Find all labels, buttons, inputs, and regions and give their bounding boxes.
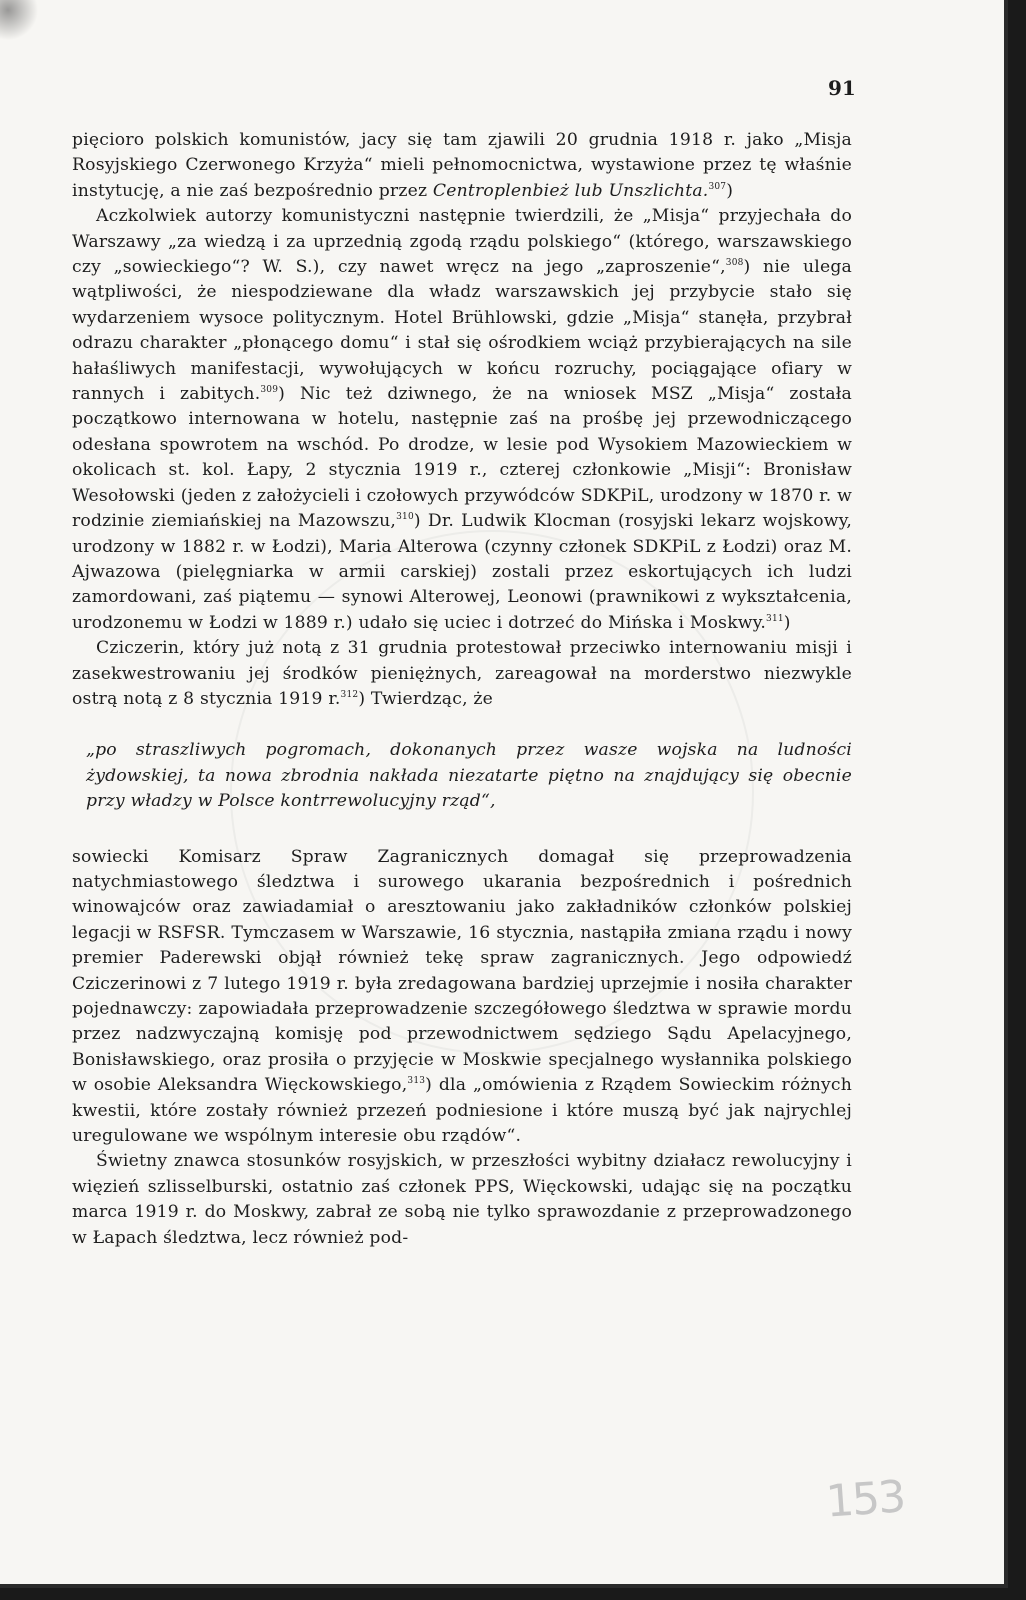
- text-run: ) nie ulega wątpliwości, że niespodziewane dla władz warszawskich jej przybycie stało się wydarzeniem wysoce politycznym. Hotel Brühlowski, gdzie „Misja“ stanęła, przybrał odrazu charakter „płonącego domu“ i stał się ośrodkiem wciąż przybierających na sile hałaśliwych manifestacji, wywołujących w końcu rozruchy, pociągające ofiary w rannych i zabitych.: [72, 257, 852, 405]
- paragraph-3: [72, 636, 852, 712]
- text-run: ) Twierdząc, że: [358, 688, 494, 709]
- paragraph-2: [72, 204, 852, 636]
- text-run: Cziczerin, który już notą z 31 grudnia protestował przeciwko internowaniu misji i zasekwestrowaniu jej środków pieniężnych, zareagował na morderstwo niezwykle ostrą notą z 8 stycznia 1919 r.: [72, 638, 852, 709]
- text-run: Świetny znawca stosunków rosyjskich, w przeszłości wybitny działacz rewolucyjny i więzień szlisselburski, ostatnio zaś członek PPS, Więckowski, udając się na początku marca 1919 r. do Moskwy, zabrał ze sobą nie tylko sprawozdanie z przeprowadzonego w Łapach śledztwa, lecz również pod-: [72, 1151, 852, 1248]
- text-run: ): [726, 180, 734, 201]
- footnote-ref: 309: [260, 385, 279, 396]
- italic-text: Centroplenbież lub Unszlichta.: [432, 180, 709, 201]
- text-run: ) dla „omówienia z Rządem Sowieckim różnych kwestii, które zostały również przezeń podniesione i które muszą być jak najrychlej uregulowane we wspólnym interesie obu rządów“.: [72, 1075, 852, 1147]
- quotation: „po straszliwych pogromach, dokonanych przez wasze wojska na ludności żydowskiej, ta nowa zbrodnia nakłada niezatarte piętno na znajdujący się obecnie przy władzy w Polsce kontrrewolucyjny rząd“,: [86, 740, 852, 812]
- paragraph-1: [72, 128, 852, 204]
- text-run: ) Dr. Ludwik Klocman (rosyjski lekarz wojskowy, urodzony w 1882 r. w Łodzi), Maria Alterowa (czynny członek SDKPiL z Łodzi) oraz M. Ajwazowa (pielęgniarka w armii carskiej) zostali przez eskortujących ich ludzi zamordowani, zaś piątemu — synowi Alterowej, Leonowi (prawnikowi z wykształcenia, urodzonemu w Łodzi w 1889 r.) udało się uciec i dotrzeć do Mińska i Moskwy.: [72, 511, 852, 633]
- footnote-ref: 307: [708, 181, 727, 192]
- footnote-ref: 311: [766, 613, 784, 624]
- text-run: sowiecki Komisarz Spraw Zagranicznych domagał się przeprowadzenia natychmiastowego śledztwa i surowego ukarania bezpośrednich i pośrednich winowajców oraz zawiadamiał o aresztowaniu jako zakładników członków polskiej legacji w RSFSR. Tymczasem w Warszawie, 16 stycznia, nastąpiła zmiana rządu i nowy premier Paderewski objął również tekę spraw zagranicznych. Jego odpowiedź Cziczerinowi z 7 lutego 1919 r. była zredagowana bardziej uprzejmie i nosiła charakter pojednawczy: zapowiadała przeprowadzenie szczegółowego śledztwa w sprawie mordu przez nadzwyczajną komisję pod przewodnictwem sędziego Sądu Apelacyjnego, Bonisławskiego, oraz prosiła o przyjęcie w Moskwie specjalnego wysłannika polskiego w osobie Aleksandra Więckowskiego,: [72, 846, 852, 1096]
- footnote-ref: 310: [396, 512, 414, 523]
- paragraph-4: [72, 845, 852, 1150]
- handwritten-page-note: 153: [824, 1471, 906, 1528]
- text-run: Aczkolwiek autorzy komunistyczni następnie twierdzili, że „Misja“ przyjechała do Warszawy „za wiedzą i za uprzednią zgodą rządu polskiego“ (którego, warszawskiego czy „sowieckiego“? W. S.), czy nawet wręcz na jego „zaproszenie“,: [72, 206, 852, 278]
- scan-smudge: [0, 0, 40, 40]
- page-number: 91: [828, 76, 856, 100]
- body-text: [72, 128, 852, 1251]
- footnote-ref: 313: [407, 1076, 426, 1087]
- paragraph-5: [72, 1149, 852, 1251]
- footnote-ref: 308: [725, 258, 744, 269]
- footnote-ref: 312: [340, 689, 359, 700]
- text-run: ): [783, 612, 791, 633]
- text-run: pięcioro polskich komunistów, jacy się tam zjawili 20 grudnia 1918 r. jako „Misja Rosyjskiego Czerwonego Krzyża“ mieli pełnomocnictwa, wystawione przez tę właśnie instytucję, a nie zaś bezpośrednio przez: [72, 130, 852, 201]
- text-run: ) Nic też dziwnego, że na wniosek MSZ „Misja“ została początkowo internowana w hotelu, następnie zaś na prośbę jej przewodniczącego odesłana spowrotem na wschód. Po drodze, w lesie pod Wysokiem Mazowieckiem w okolicach st. kol. Łapy, 2 stycznia 1919 r., czterej członkowie „Misji“: Bronisław Wesołowski (jeden z założycieli i czołowych przywódców SDKPiL, urodzony w 1870 r. w rodzinie ziemiańskiej na Mazowszu,: [72, 384, 853, 532]
